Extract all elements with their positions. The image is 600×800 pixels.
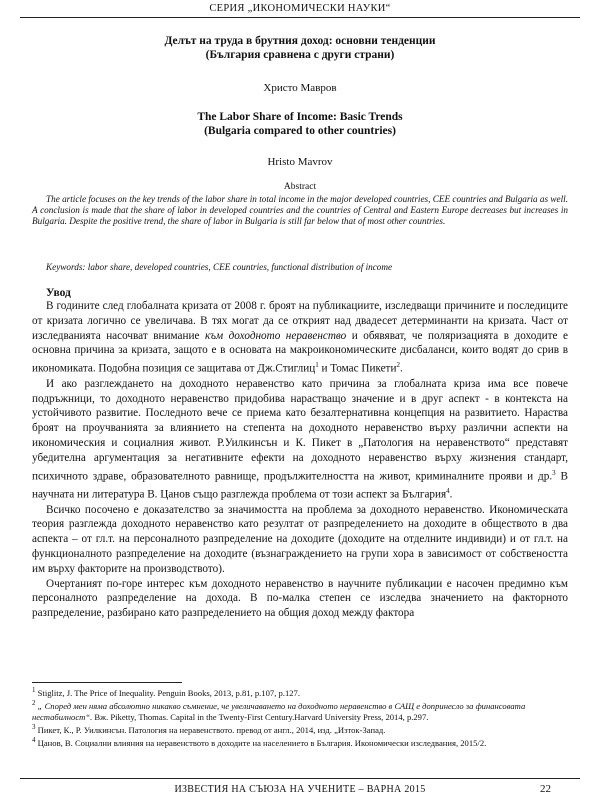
abstract-heading: Abstract xyxy=(283,182,317,192)
title-english xyxy=(0,110,600,138)
title-bg-line1: Делът на труда в брутния доход: основни тенденции xyxy=(164,35,436,47)
footnote-4: $^4$ Цанов, В. Социални влияния на неравенството в доходите на населението в България. Икономически изследвания, 2015/2. xyxy=(32,736,487,749)
paragraph-3: Всичко посочено е доказателство за значимостта на проблема за доходното неравенство. Икономическата теория разглежда доходното неравенство като резултат от разпределението на доходите в обществото в два аспекта – от гл.т. на персоналното разпределение на доходите (доходите на отделните индивиди) и от гл.т. на функционалното разпределение на доходите (възнаграждението на групи хора в зависимост от собствеността им върху факторите на производството). xyxy=(32,503,568,575)
section-heading: Увод xyxy=(46,287,71,299)
abstract-text: The article focuses on the key trends of the labor share in total income in the major developed countries, CEE countries and Bulgaria as well. A conclusion is made that the share of labor in developed countries and the countries of Central and Eastern Europe decreases but increases in Bulgaria. Despite the positive trend, the share of labor in Bulgaria is still far below that of most other countries. xyxy=(32,194,568,227)
title-en-line1: The Labor Share of Income: Basic Trends xyxy=(197,111,403,123)
keywords: Keywords: labor share, developed countries, CEE countries, functional distribution of income xyxy=(46,262,393,272)
emphasis: към доходното неравенство xyxy=(204,329,347,342)
paragraph-4: Очертаният по-горе интерес към доходното неравенство в научните публикации е насочен предимно към персоналното разпределение на дохода. В по-малка степен се изследва значението на факторното разпределение, разбирано като разпределението на общия доход между фактора xyxy=(32,577,568,620)
page-number: 22 xyxy=(540,783,551,795)
paragraph-1: В годините след глобалната кризата от 2008 г. броят на публикациите, изследващи причините и последиците от кризата логично се увеличава. В тях могат да се открият над двадесет детерминанти на кризата. Част от изследванията насочват внимание към доходното неравенство и обявяват, че поляризацията в доходите е основна причина за кризата, защото е в основата на макроикономическите дисбаланси, които водят до срив в икономиката. Подобна позиция се защитава от Дж.Стиглиц$^1$ и Томас Пикети$^2$. xyxy=(32,300,568,375)
footnote-ref-2[interactable]: 2 xyxy=(396,361,400,370)
footnote-ref-3[interactable]: 3 xyxy=(552,468,556,477)
title-en-line2: (Bulgaria compared to other countries) xyxy=(204,125,396,137)
footnotes xyxy=(32,685,568,748)
title-bg-line2: (България сравнена с други страни) xyxy=(205,49,395,61)
footnote-ref-4[interactable]: 4 xyxy=(446,487,450,496)
author-bulgarian: Христо Мавров xyxy=(263,82,337,94)
paragraph-2: И ако разглеждането на доходното неравенство като причина за глобалната криза има все повече подръжници, то доходното неравенство придобива нарастващо значение и в друг аспект - в контекста на устойчивото развитие. Последното вече се приема като безалтернативна концепция на развитието. Нараства броят на проучванията за влиянието на степента на доходното неравенство върху различни аспекти на икономическия и социалния живот. Р.Уилкинсън и К. Пикет в „Патология на неравенството“ представят убедителна аргументация за негативните ефекти на доходното неравенство върху жизнения стандарт, психичното здраве, образователното равнище, продължителността на живот, криминалните прояви и др.$^3$ В научната ни литература В. Цанов също разглежда проблема от този аспект за България$^4$. xyxy=(32,377,569,501)
series-header: СЕРИЯ „ИКОНОМИЧЕСКИ НАУКИ“ xyxy=(209,3,391,14)
footnote-rule xyxy=(32,682,182,683)
journal-footer: ИЗВЕСТИЯ НА СЪЮЗА НА УЧЕНИТЕ – ВАРНА 2015 xyxy=(174,784,426,795)
footer-rule xyxy=(20,778,580,779)
footnote-3: $^3$ Пикет, К., Р. Уилкинсън. Патология на неравенството. превод от англ., 2014, изд. „Изток-Запад. xyxy=(32,722,386,735)
body-text xyxy=(32,299,568,621)
footnote-1: $^1$ Stiglitz, J. The Price of Inequality. Penguin Books, 2013, p.81, p.107, p.127. xyxy=(32,686,300,698)
title-bulgarian xyxy=(0,34,600,62)
author-english: Hristo Mavrov xyxy=(267,156,333,168)
footnote-2: $^2$ „ Според мен няма абсолютно никакво съмнение, че увеличаването на доходното неравенство в САЩ е допринесло за финансовата нестабилност“. Вж. Piketty, Thomas. Capital in the Twenty-First Century.Harvard University Press, 2014, p.297. xyxy=(32,699,526,722)
header-rule xyxy=(20,17,580,18)
footnote-ref-1[interactable]: 1 xyxy=(315,361,319,370)
